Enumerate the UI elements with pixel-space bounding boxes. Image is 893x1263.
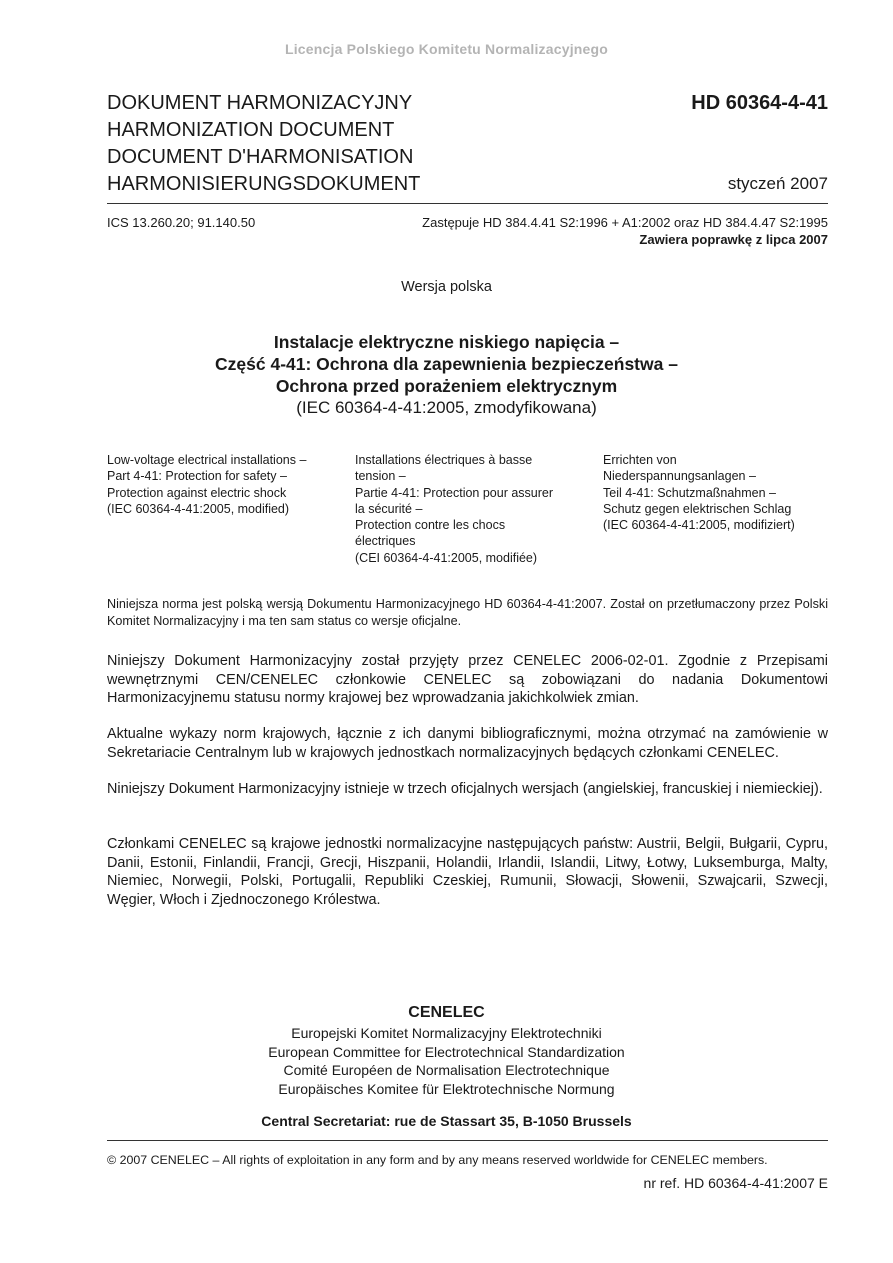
english-title-line: Low-voltage electrical installations – [107,453,307,467]
replacement-info [422,214,828,248]
central-secretariat: Central Secretariat: rue de Stassart 35, B-1050 Brussels [261,1113,632,1129]
german-title-line: Errichten von [603,453,677,467]
german-title-line: Schutz gegen elektrischen Schlag [603,501,792,516]
document-type-titles [107,90,420,198]
german-title-line: Niederspannungsanlagen – [603,469,756,484]
reference-number: nr ref. HD 60364-4-41:2007 E [643,1175,828,1191]
title-polish: DOKUMENT HARMONIZACYJNY [107,92,413,114]
french-title-line: électriques [355,534,416,549]
title-english: HARMONIZATION DOCUMENT [107,119,395,141]
version-label: Wersja polska [401,279,492,295]
ics-codes: ICS 13.260.20; 91.140.50 [107,215,256,230]
adoption-paragraph: Niniejszy Dokument Harmonizacyjny został przyjęty przez CENELEC 2006-02-01. Zgodnie z Przepisami wewnętrznymi CEN/CENELEC członkowie CENELEC są zobowiązani do nadania Dokumentowi Harmonizacyjnemu statusu normy krajowej bez wprowadzania jakichkolwiek zmian. [107,653,828,707]
french-title-line: Protection contre les chocs [355,518,506,533]
cenelec-name-german: Europäisches Komitee für Elektrotechnische Normung [278,1080,615,1097]
national-lists-paragraph: Aktualne wykazy norm krajowych, łącznie z ich danymi bibliograficznymi, można otrzymać na zamówienie w Sekretariacie Centralnym lub w krajowych jednostkach normalizacyjnych będących członkami CENELEC. [107,726,828,761]
main-title-line-3: Ochrona przed porażeniem elektrycznym [275,376,618,396]
english-title-line: (IEC 60364-4-41:2005, modified) [107,501,290,516]
title-french: DOCUMENT D'HARMONISATION [107,146,414,168]
members-paragraph: Członkami CENELEC są krajowe jednostki normalizacyjne następujących państw: Austrii, Belgii, Bułgarii, Cypru, Danii, Estonii, Finlandii, Francji, Grecji, Hiszpanii, Holandii, Irlandii, Islandii, Litwy, Łotwy, Luksemburga, Malty, Niemiec, Norwegii, Polski, Portugalii, Republiki Czeskiej, Rumunii, Słowacji, Słowenii, Szwajcarii, Szwecji, Węgier, Włoch i Zjednoczonego Królestwa. [107,836,828,908]
main-title-source: (IEC 60364-4-41:2005, zmodyfikowana) [296,398,597,417]
french-title-line: Installations électriques à basse [355,453,533,467]
french-title-line: Partie 4-41: Protection pour assurer [355,485,554,500]
cenelec-name-polish: Europejski Komitet Normalizacyjny Elektrotechniki [291,1025,602,1041]
license-watermark: Licencja Polskiego Komitetu Normalizacyjnego [284,41,609,57]
cenelec-name-english: European Committee for Electrotechnical Standardization [268,1043,625,1060]
french-title-column [355,452,595,566]
title-german: HARMONISIERUNGSDOKUMENT [107,173,421,195]
correction-text: Zawiera poprawkę z lipca 2007 [639,232,828,247]
copyright-notice: © 2007 CENELEC – All rights of exploitation in any form and by any means reserved worldwide for CENELEC members. [107,1153,768,1167]
french-title-line: tension – [355,469,406,484]
english-title-column [107,452,347,517]
german-title-line: Teil 4-41: Schutzmaßnahmen – [603,485,777,500]
french-title-line: la sécurité – [355,501,423,516]
cenelec-name: CENELEC [408,1004,485,1021]
cenelec-block [0,1002,893,1098]
main-title-line-2: Część 4-41: Ochrona dla zapewnienia bezpieczeństwa – [215,354,678,374]
german-title-line: (IEC 60364-4-41:2005, modifiziert) [603,518,795,533]
footer-divider [107,1140,828,1141]
cenelec-name-french: Comité Européen de Normalisation Electrotechnique [283,1062,610,1079]
header-divider [107,203,828,204]
main-title [0,331,893,419]
french-title-line: (CEI 60364-4-41:2005, modifiée) [355,550,538,565]
english-title-line: Protection against electric shock [107,485,287,500]
main-title-line-1: Instalacje elektryczne niskiego napięcia – [273,332,620,352]
english-title-line: Part 4-41: Protection for safety – [107,469,287,484]
document-date: styczeń 2007 [727,174,828,193]
document-number: HD 60364-4-41 [691,92,828,114]
german-title-column [603,452,843,533]
polish-version-note: Niniejsza norma jest polską wersją Dokumentu Harmonizacyjnego HD 60364-4-41:2007. Został on przetłumaczony przez Polski Komitet Normalizacyjny i ma ten sam status co wersje oficjalne. [107,597,828,628]
replaces-text: Zastępuje HD 384.4.41 S2:1996 + A1:2002 oraz HD 384.4.47 S2:1995 [422,215,828,230]
official-versions-paragraph: Niniejszy Dokument Harmonizacyjny istnieje w trzech oficjalnych wersjach (angielskiej, francuskiej i niemieckiej). [107,781,823,797]
